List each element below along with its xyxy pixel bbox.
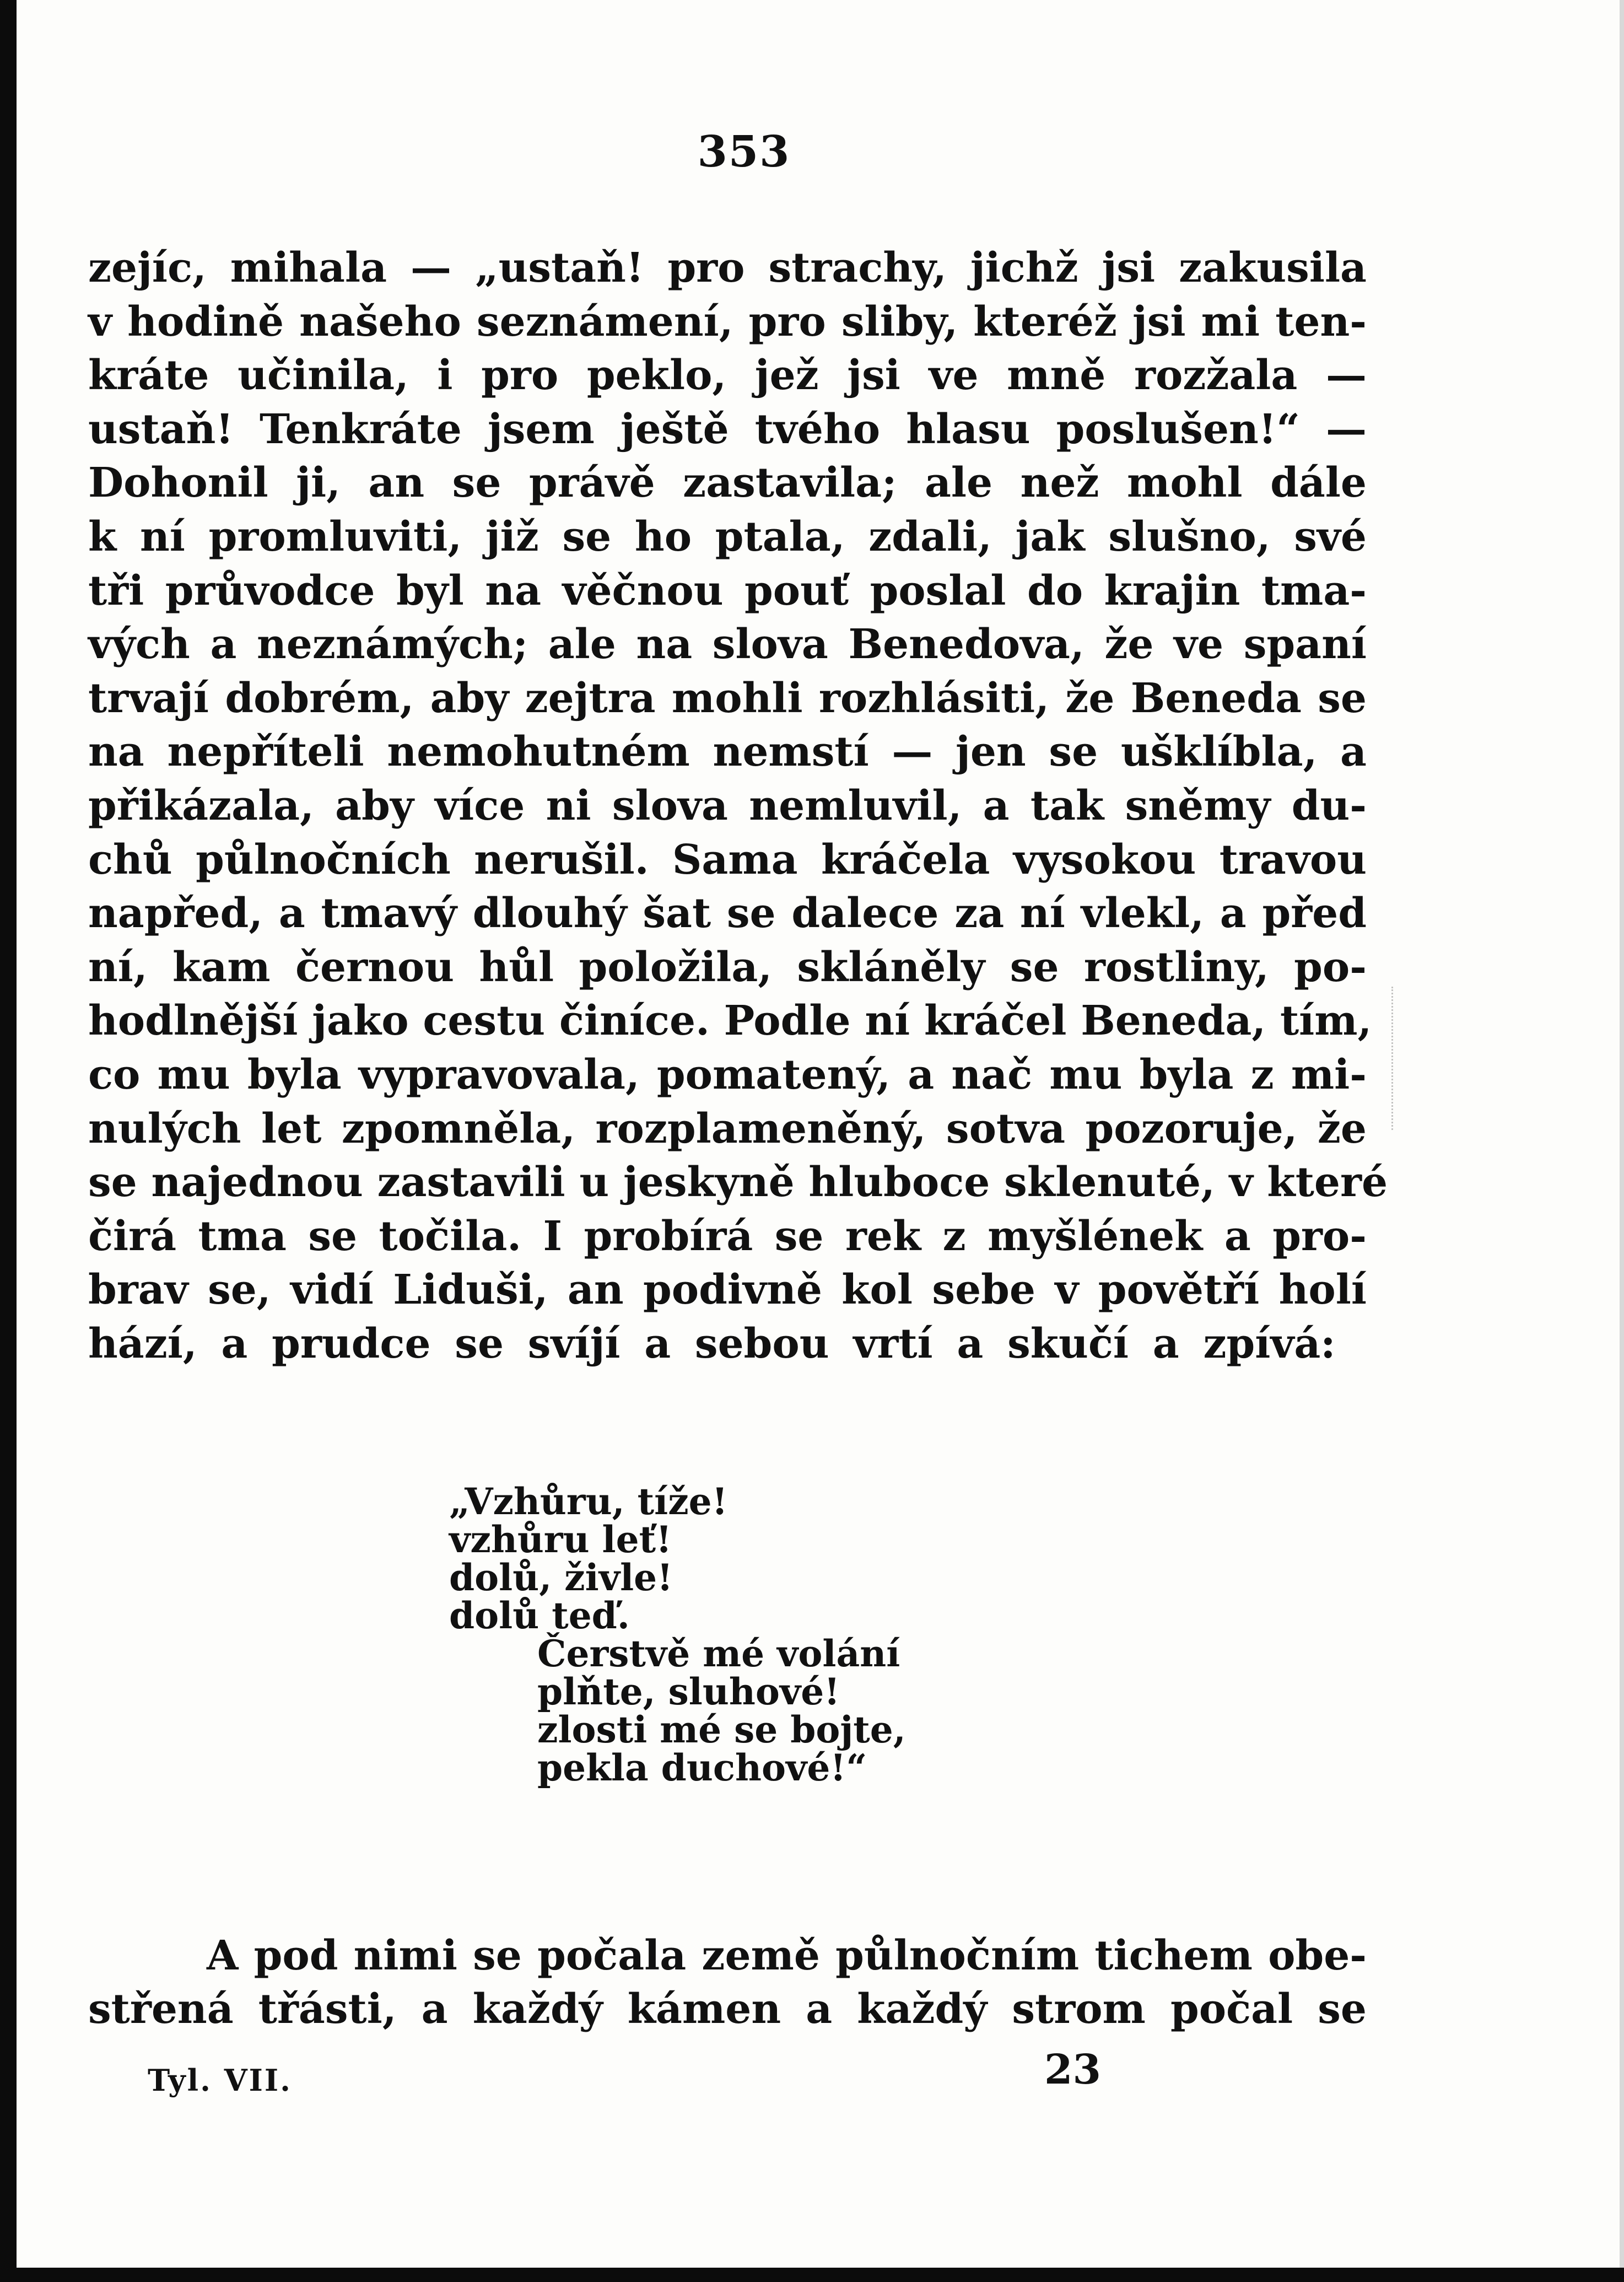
poem-verse: pekla duchové!“ [537,1746,867,1789]
text-line: v hodině našeho seznámení, pro sliby, kteréž jsi mi ten- [88,298,1367,346]
poem-verse: vzhůru leť! [449,1518,672,1561]
poem-verse: dolů, živle! [449,1556,673,1599]
page-number: 353 [697,127,791,177]
text-line: ustaň! Tenkráte jsem ještě tvého hlasu poslušen!“ — [88,405,1367,453]
text-line: čirá tma se točila. I probírá se rek z myšlének a pro- [88,1212,1367,1260]
text-line: střená třásti, a každý kámen a každý strom počal se [88,1985,1367,2033]
scan-edge-bottom [0,2268,1624,2282]
text-line: chů půlnočních nerušil. Sama kráčela vysokou travou [88,836,1367,884]
poem-verse: Čerstvě mé volání [537,1632,900,1675]
poem-block [449,1480,906,1789]
text-line: hází, a prudce se svíjí a sebou vrtí a skučí a zpívá: [88,1320,1336,1368]
text-line: vých a neznámých; ale na slova Benedova, že ve spaní [88,621,1367,669]
scan-speckle-mark [1391,987,1400,1130]
text-line: hodlnější jako cestu činíce. Podle ní kráčel Beneda, tím, [88,997,1372,1045]
text-line: nulých let zpomněla, rozplameněný, sotva pozoruje, že [88,1105,1367,1153]
text-line: se najednou zastavili u jeskyně hluboce sklenuté, v které [88,1159,1388,1207]
scan-edge-left [0,0,17,2282]
sheet-number: 23 [1044,2046,1101,2093]
text-line: napřed, a tmavý dlouhý šat se dalece za ní vlekl, a před [88,890,1367,938]
text-line: k ní promluviti, již se ho ptala, zdali, jak slušno, své [88,513,1367,561]
poem-verse: dolů teď. [449,1594,630,1637]
text-line: Dohonil ji, an se právě zastavila; ale než mohl dále [88,459,1367,507]
scan-edge-right [1620,0,1624,2282]
text-line: kráte učinila, i pro peklo, jež jsi ve mně rozžala — [88,352,1367,400]
text-line: na nepříteli nemohutném nemstí — jen se ušklíbla, a [88,728,1367,776]
poem-verse: zlosti mé se bojte, [537,1708,906,1751]
text-line: brav se, vidí Liduši, an podivně kol sebe v povětří holí [88,1266,1367,1314]
text-line: trvají dobrém, aby zejtra mohli rozhlásiti, že Beneda se [88,674,1367,722]
poem-verse: „Vzhůru, tíže! [449,1480,728,1523]
text-line: tři průvodce byl na věčnou pouť poslal do krajin tma- [88,567,1367,615]
text-line: ní, kam černou hůl položila, skláněly se rostliny, po- [88,943,1367,991]
text-line: zejíc, mihala — „ustaň! pro strachy, jichž jsi zakusila [88,244,1367,292]
text-line: A pod nimi se počala země půlnočním tichem obe- [207,1932,1367,1979]
printer-signature: Tyl. VII. [148,2063,292,2098]
text-line: přikázala, aby více ni slova nemluvil, a tak sněmy du- [88,782,1367,830]
main-paragraph [88,241,1388,1371]
poem-verse: plňte, sluhové! [537,1670,840,1713]
text-line: co mu byla vypravovala, pomatený, a nač mu byla z mi- [88,1051,1367,1099]
continuation-paragraph [88,1929,1367,2036]
